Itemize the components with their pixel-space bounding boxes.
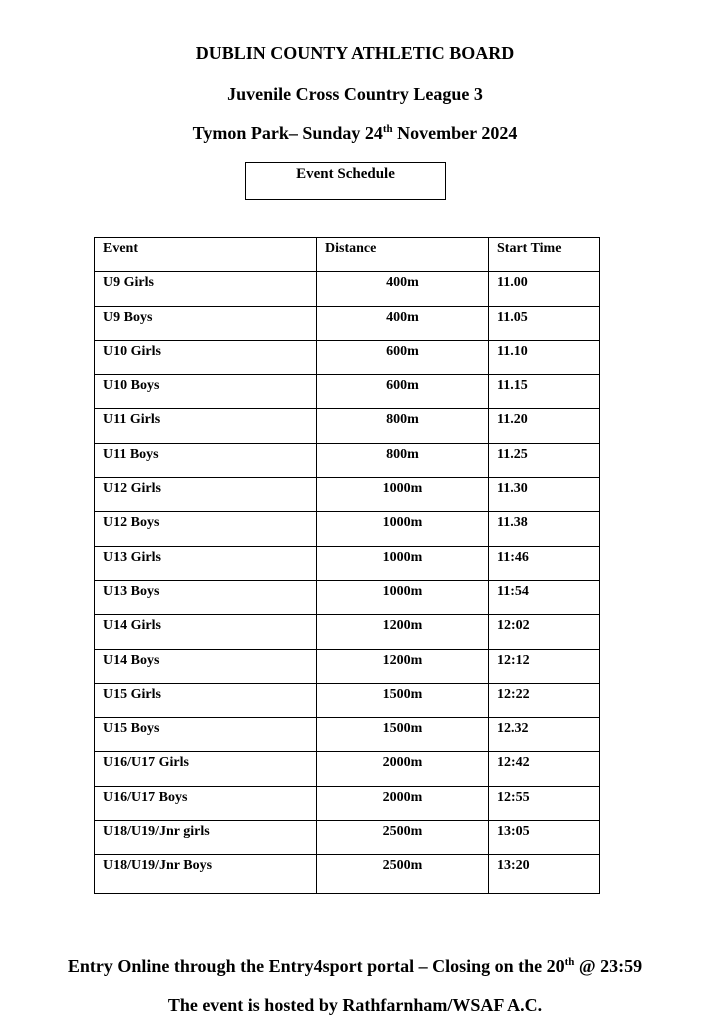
event-cell: U16/U17 Boys: [95, 786, 317, 820]
distance-cell: 1500m: [317, 718, 489, 752]
entry-note: [0, 956, 710, 977]
table-row: [95, 683, 600, 717]
table-row: [95, 478, 600, 512]
event-cell: U12 Boys: [95, 512, 317, 546]
distance-cell: 600m: [317, 340, 489, 374]
distance-cell: 1000m: [317, 478, 489, 512]
event-cell: U14 Boys: [95, 649, 317, 683]
table-row: [95, 340, 600, 374]
start-time-cell: 11.30: [489, 478, 600, 512]
distance-cell: 1000m: [317, 580, 489, 614]
distance-cell: 800m: [317, 443, 489, 477]
column-header-distance: Distance: [317, 238, 489, 272]
schedule-table-body: [95, 272, 600, 894]
distance-cell: 2000m: [317, 786, 489, 820]
start-time-cell: 11.05: [489, 306, 600, 340]
venue-date-ordinal: th: [382, 123, 393, 135]
table-row: [95, 409, 600, 443]
event-schedule-label: Event Schedule: [245, 162, 446, 200]
start-time-cell: 11.25: [489, 443, 600, 477]
event-cell: U11 Boys: [95, 443, 317, 477]
start-time-cell: 13:20: [489, 855, 600, 894]
start-time-cell: 12.32: [489, 718, 600, 752]
event-cell: U10 Boys: [95, 375, 317, 409]
event-cell: U15 Girls: [95, 683, 317, 717]
table-row: [95, 580, 600, 614]
league-subtitle: Juvenile Cross Country League 3: [227, 84, 483, 104]
distance-cell: 600m: [317, 375, 489, 409]
entry-note-ordinal: th: [564, 956, 575, 968]
table-row: [95, 821, 600, 855]
venue-date-prefix: Tymon Park– Sunday 24: [192, 123, 383, 143]
start-time-cell: 11.20: [489, 409, 600, 443]
distance-cell: 2500m: [317, 855, 489, 894]
start-time-cell: 12:42: [489, 752, 600, 786]
event-cell: U11 Girls: [95, 409, 317, 443]
schedule-table: [94, 237, 600, 894]
distance-cell: 800m: [317, 409, 489, 443]
event-cell: U15 Boys: [95, 718, 317, 752]
table-row: [95, 546, 600, 580]
table-row: [95, 512, 600, 546]
distance-cell: 1200m: [317, 649, 489, 683]
start-time-cell: 12:12: [489, 649, 600, 683]
event-cell: U12 Girls: [95, 478, 317, 512]
start-time-cell: 11.10: [489, 340, 600, 374]
event-cell: U10 Girls: [95, 340, 317, 374]
venue-date: [0, 123, 710, 144]
distance-cell: 1000m: [317, 546, 489, 580]
start-time-cell: 12:02: [489, 615, 600, 649]
entry-note-suffix: @ 23:59: [574, 956, 643, 976]
table-row: [95, 649, 600, 683]
event-cell: U18/U19/Jnr Boys: [95, 855, 317, 894]
table-row: [95, 752, 600, 786]
event-cell: U9 Boys: [95, 306, 317, 340]
board-title: DUBLIN COUNTY ATHLETIC BOARD: [195, 43, 515, 63]
table-row: [95, 272, 600, 306]
distance-cell: 2000m: [317, 752, 489, 786]
entry-note-prefix: Entry Online through the Entry4sport portal – Closing on the 20: [67, 956, 565, 976]
table-row: [95, 718, 600, 752]
event-cell: U9 Girls: [95, 272, 317, 306]
start-time-cell: 11.00: [489, 272, 600, 306]
start-time-cell: 12:22: [489, 683, 600, 717]
event-cell: U13 Girls: [95, 546, 317, 580]
distance-cell: 1200m: [317, 615, 489, 649]
distance-cell: 2500m: [317, 821, 489, 855]
column-header-event: Event: [95, 238, 317, 272]
column-header-start-time: Start Time: [489, 238, 600, 272]
start-time-cell: 12:55: [489, 786, 600, 820]
host-note: The event is hosted by Rathfarnham/WSAF A.C.: [167, 995, 543, 1015]
distance-cell: 400m: [317, 272, 489, 306]
table-row: [95, 306, 600, 340]
event-cell: U16/U17 Girls: [95, 752, 317, 786]
event-cell: U18/U19/Jnr girls: [95, 821, 317, 855]
event-cell: U14 Girls: [95, 615, 317, 649]
table-header-row: [95, 238, 600, 272]
start-time-cell: 11:54: [489, 580, 600, 614]
distance-cell: 400m: [317, 306, 489, 340]
table-row: [95, 615, 600, 649]
start-time-cell: 13:05: [489, 821, 600, 855]
start-time-cell: 11.38: [489, 512, 600, 546]
table-row: [95, 855, 600, 894]
distance-cell: 1000m: [317, 512, 489, 546]
start-time-cell: 11.15: [489, 375, 600, 409]
venue-date-suffix: November 2024: [392, 123, 518, 143]
table-row: [95, 443, 600, 477]
event-cell: U13 Boys: [95, 580, 317, 614]
table-row: [95, 786, 600, 820]
distance-cell: 1500m: [317, 683, 489, 717]
start-time-cell: 11:46: [489, 546, 600, 580]
table-row: [95, 375, 600, 409]
